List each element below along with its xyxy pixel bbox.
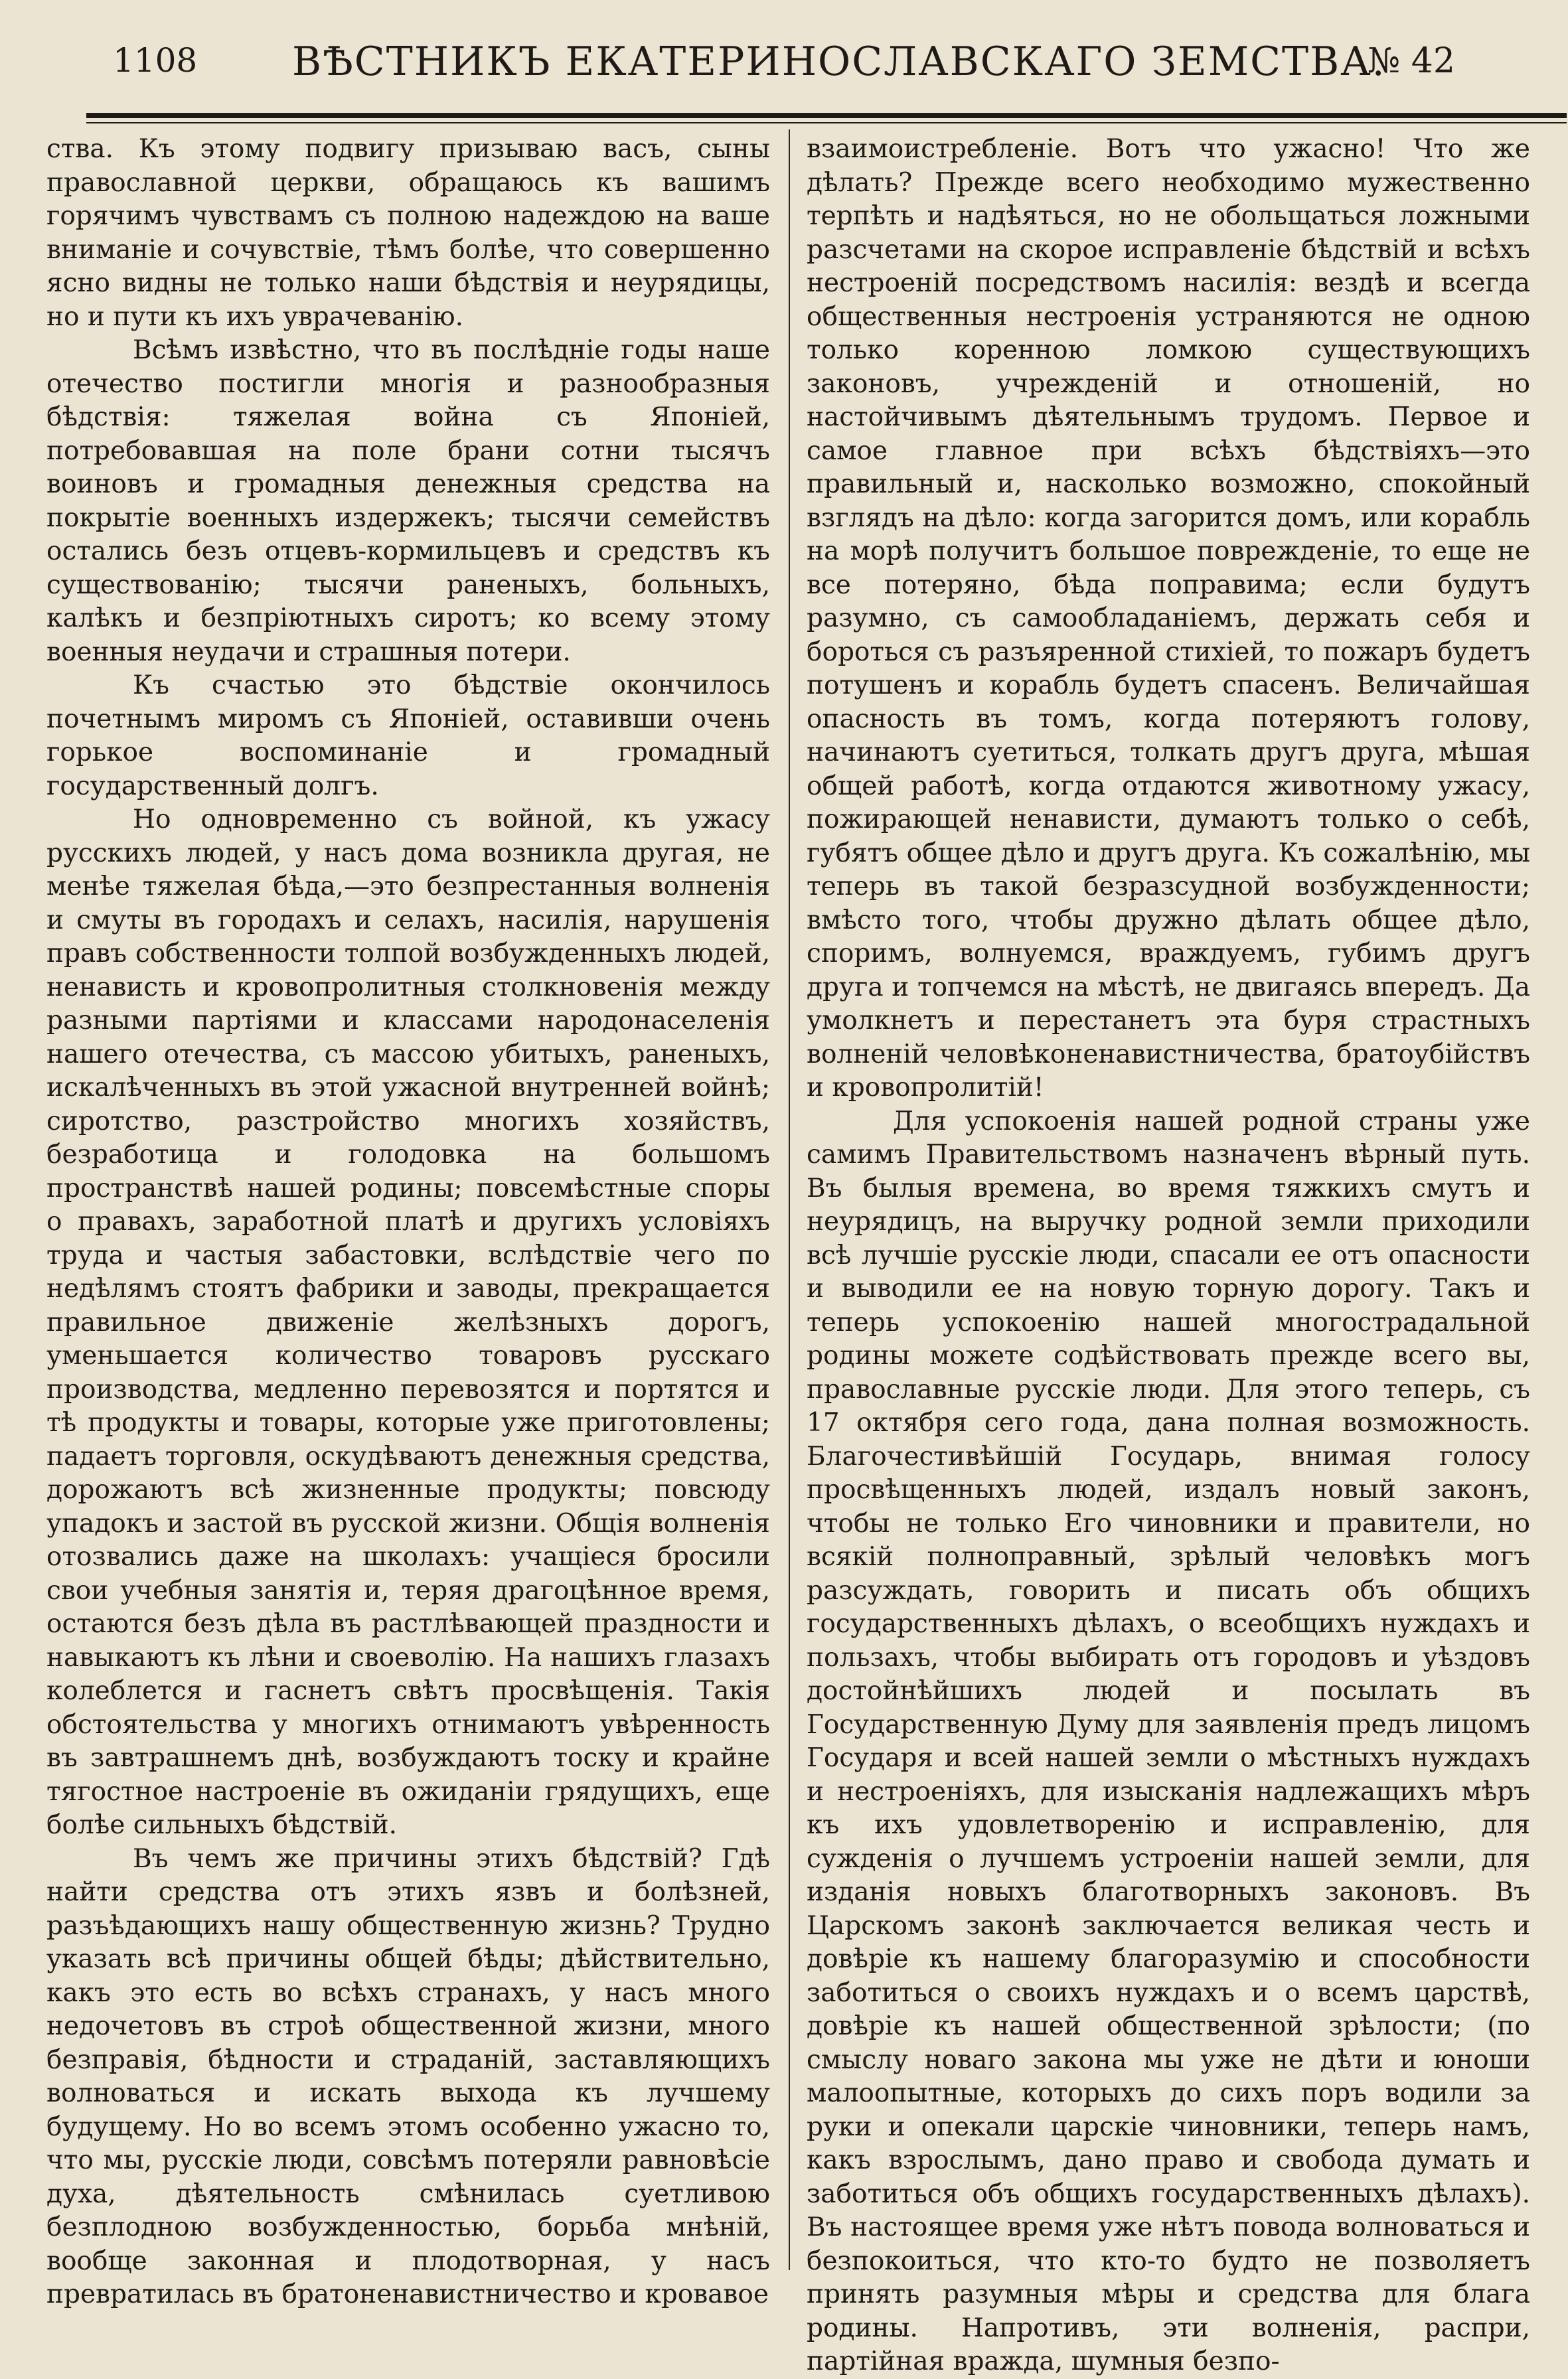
paragraph: Для успокоенія нашей родной страны уже самимъ Правительствомъ назначенъ вѣрный путь. Въ былыя времена, во время тяжкихъ смутъ и неурядицъ, на выручку родной земли приходили всѣ лучшіе русскіе люди, спасали ее отъ опасности и выводили ее на новую торную дорогу. Такъ и теперь успокоенію нашей многострадальной родины можете содѣйствовать прежде всего вы, православные русскіе люди. Для этого теперь, съ 17 октября сего года, дана полная возможность. Благочестивѣйшій Государь, внимая голосу просвѣщенныхъ людей, издалъ новый законъ, чтобы не только Его чиновники и правители, но всякій полноправный, зрѣлый человѣкъ могъ разсуждать, говорить и писать объ общихъ государственныхъ дѣлахъ, о всеобщихъ нуждахъ и пользахъ, чтобы выбирать отъ городовъ и уѣздовъ достойнѣйшихъ людей и посылать въ Государственную Думу для заявленія предъ лицомъ Государя и всей нашей земли о мѣстныхъ нуждахъ и нестроеніяхъ, для изысканія надлежащихъ мѣръ къ ихъ удовлетворенію и исправленію, для сужденія о лучшемъ устроеніи нашей земли, для изданія новыхъ благотворныхъ законовъ. Въ Царскомъ законѣ заключается великая честь и довѣріе къ нашему благоразумію и способности заботиться о своихъ нуждахъ и о всемъ царствѣ, довѣріе къ нашей общественной зрѣлости; (по смыслу новаго закона мы уже не дѣти и юноши малоопытные, которыхъ до сихъ поръ водили за руки и опекали царскіе чиновники, теперь намъ, какъ взрослымъ, дано право и свобода думать и заботиться объ общихъ государственныхъ дѣлахъ). Въ настоящее время уже нѣтъ повода волноваться и безпокоиться, что кто-то будто не позволяетъ принять разумныя мѣры и средства для блага родины. Напротивъ, эти волненія, распри, партійная вражда, шумныя безпо- bbox=[807, 1106, 1530, 2376]
paragraph: Къ счастью это бѣдствіе окончилось почетнымъ миромъ съ Японіей, оставивши очень горькое воспоминаніе и громадный государственный долгъ. bbox=[46, 670, 770, 801]
paragraph: Но одновременно съ войной, къ ужасу русскихъ людей, у насъ дома возникла другая, не менѣе тяжелая бѣда,—это безпрестанныя волненія и смуты въ городахъ и селахъ, насилія, нарушенія правъ собственности толпой возбужденныхъ людей, ненависть и кровопролитныя столкновенія между разными партіями и классами народонаселенія нашего отечества, съ массою убитыхъ, раненыхъ, искалѣченныхъ въ этой ужасной внутренней войнѣ; сиротство, разстройство многихъ хозяйствъ, безработица и голодовка на большомъ пространствѣ нашей родины; повсемѣстные споры о правахъ, заработной платѣ и другихъ условіяхъ труда и частыя забастовки, вслѣдствіе чего по недѣлямъ стоятъ фабрики и заводы, прекращается правильное движеніе желѣзныхъ дорогъ, уменьшается количество товаровъ русскаго производства, медленно перевозятся и портятся и тѣ продукты и товары, которые уже приготовлены; падаетъ торговля, оскудѣваютъ денежныя средства, дорожаютъ всѣ жизненные продукты; повсюду упадокъ и застой въ русской жизни. Общія волненія отозвались даже на школахъ: учащіеся бросили свои учебныя занятія и, теряя драгоцѣнное время, остаются безъ дѣла въ растлѣвающей праздности и навыкаютъ къ лѣни и своеволію. На нашихъ глазахъ колеблется и гаснетъ свѣтъ просвѣщенія. Такія обстоятельства у многихъ отнимаютъ увѣренность въ завтрашнемъ днѣ, возбуждаютъ тоску и крайне тягостное настроеніе въ ожиданіи грядущихъ, еще болѣе сильныхъ бѣдствій. bbox=[46, 805, 770, 1840]
right-column bbox=[807, 133, 1530, 2376]
paragraph: Всѣмъ извѣстно, что въ послѣдніе годы наше отечество постигли многія и разнообразныя бѣдствія: тяжелая война съ Японіей, потребовавшая на поле брани сотни тысячъ воиновъ и громадныя денежныя средства на покрытіе военныхъ издержекъ; тысячи семействъ остались безъ отцевъ-кормильцевъ и средствъ къ существованію; тысячи раненыхъ, больныхъ, калѣкъ и безпріютныхъ сиротъ; ко всему этому военныя неудачи и страшныя потери. bbox=[46, 335, 770, 667]
paragraph: взаимоистребленіе. Вотъ что ужасно! Что же дѣлать? Прежде всего необходимо мужественно терпѣть и надѣяться, но не обольщаться ложными разсчетами на скорое исправленіе бѣдствій и всѣхъ нестроеній посредствомъ насилія: вездѣ и всегда общественныя нестроенія устраняются не одною только коренною ломкою существующихъ законовъ, учрежденій и отношеній, но настойчивымъ дѣятельнымъ трудомъ. Первое и самое главное при всѣхъ бѣдствіяхъ—это правильный и, насколько возможно, спокойный взглядъ на дѣло: когда загорится домъ, или корабль на морѣ получитъ большое поврежденіе, то еще не все потеряно, бѣда поправима; если будутъ разумно, съ самообладаніемъ, держать себя и бороться съ разъяренной стихіей, то пожаръ будетъ потушенъ и корабль будетъ спасенъ. Величайшая опасность въ томъ, когда потеряютъ голову, начинаютъ суетиться, толкать другъ друга, мѣшая общей работѣ, когда отдаются животному ужасу, пожирающей ненависти, думаютъ только о себѣ, губятъ общее дѣло и другъ друга. Къ сожалѣнію, мы теперь въ такой безразсудной возбужденности; вмѣсто того, чтобы дружно дѣлать общее дѣло, споримъ, волнуемся, враждуемъ, губимъ другъ друга и топчемся на мѣстѣ, не двигаясь впередъ. Да умолкнетъ и перестанетъ эта буря страстныхъ волненій человѣконенавистничества, братоубійствъ и кровопролитій! bbox=[807, 134, 1530, 1103]
header-rule-thin bbox=[86, 122, 1567, 123]
column-divider bbox=[789, 129, 790, 2270]
header-rule-thick bbox=[86, 113, 1567, 118]
paragraph: Въ чемъ же причины этихъ бѣдствій? Гдѣ найти средства отъ этихъ язвъ и болѣзней, разъѣдающихъ нашу общественную жизнь? Трудно указать всѣ причины общей бѣды; дѣйствительно, какъ это есть во всѣхъ странахъ, у насъ много недочетовъ въ строѣ общественной жизни, много безправія, бѣдности и страданій, заставляющихъ волноваться и искать выхода къ лучшему будущему. Но во всемъ этомъ особенно ужасно то, что мы, русскіе люди, совсѣмъ потеряли равновѣсіе духа, дѣятельность смѣнилась суетливою безплодною возбужденностью, борьба мнѣній, вообще законная и плодотворная, у насъ превратилась въ братоненавистничество и кровавое bbox=[46, 1843, 770, 2309]
issue-number: № 42 bbox=[1368, 41, 1455, 81]
left-column bbox=[46, 133, 770, 2309]
paragraph: ства. Къ этому подвигу призываю васъ, сыны православной церкви, обращаюсь къ вашимъ горячимъ чувствамъ съ полною надеждою на ваше вниманіе и сочувствіе, тѣмъ болѣе, что совершенно ясно видны не только наши бѣдствія и неурядицы, но и пути къ ихъ уврачеванію. bbox=[46, 134, 770, 332]
page-number: 1108 bbox=[113, 41, 198, 80]
journal-title: ВѢСТНИКЪ ЕКАТЕРИНОСЛАВСКАГО ЗЕМСТВА. bbox=[292, 38, 1386, 85]
page-header bbox=[0, 0, 1568, 113]
